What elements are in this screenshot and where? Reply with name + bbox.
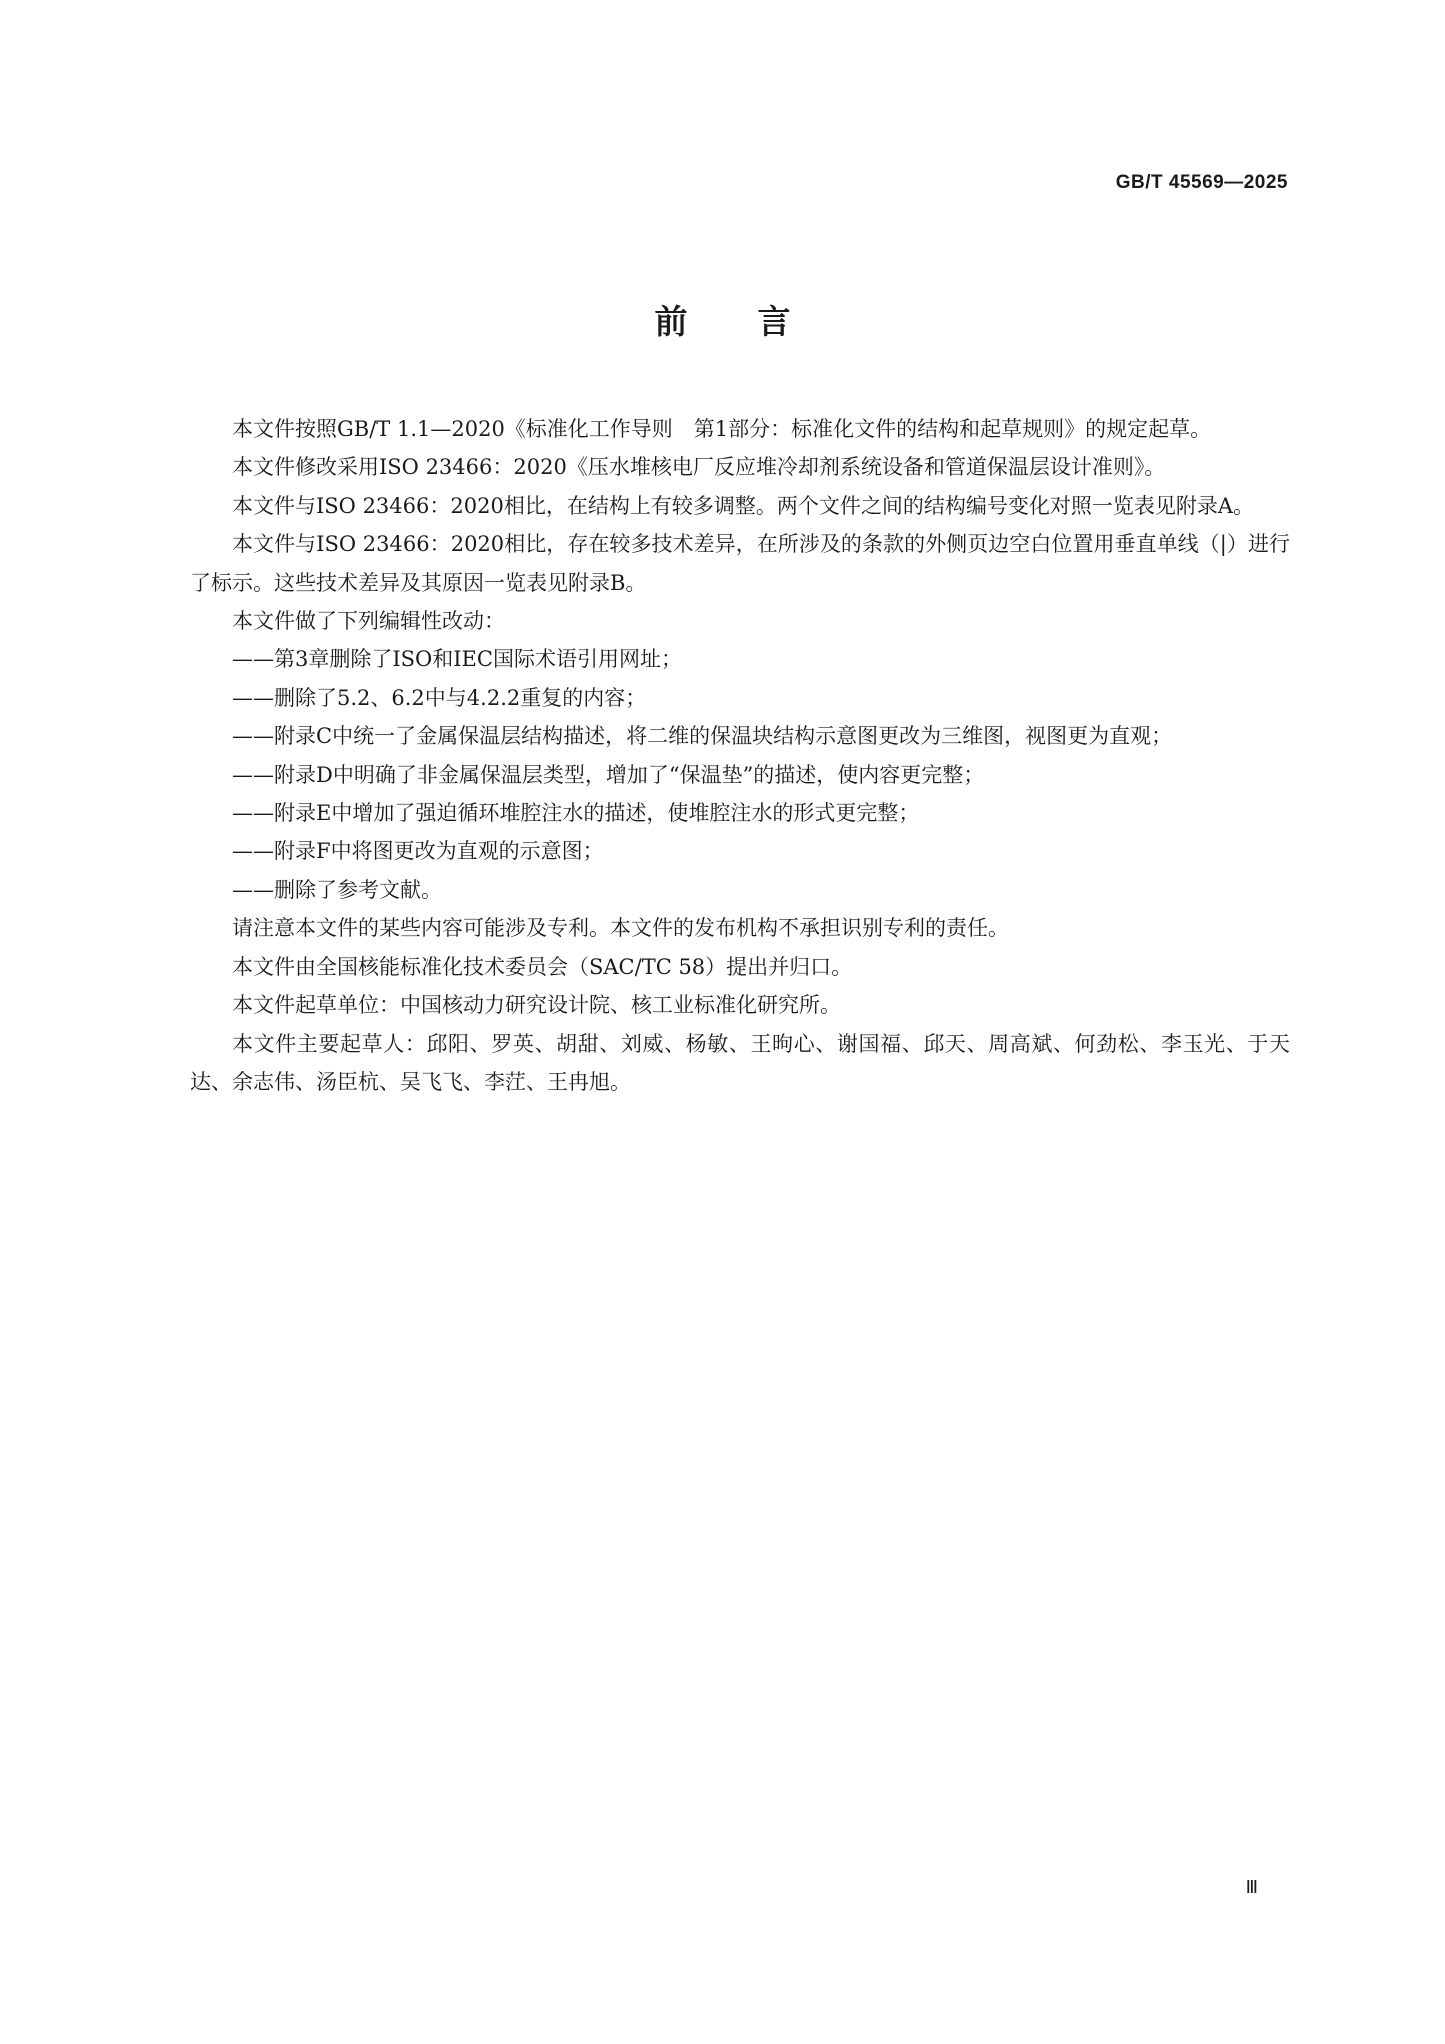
editorial-changes-list	[190, 640, 1290, 909]
paragraph-drafters: 本文件主要起草人：邱阳、罗英、胡甜、刘威、杨敏、王昫心、谢国福、邱天、周高斌、何劲松、李玉光、于天达、余志伟、汤臣杭、吴飞飞、李茳、王冉旭。	[190, 1031, 1290, 1094]
list-item: ——删除了5.2、6.2中与4.2.2重复的内容；	[232, 685, 647, 710]
paragraph-drafting-basis: 本文件按照GB/T 1.1—2020《标准化工作导则 第1部分：标准化文件的结构和起草规则》的规定起草。	[232, 417, 1212, 441]
list-item: ——第3章删除了ISO和IEC国际术语引用网址；	[232, 647, 682, 672]
list-item: ——附录E中增加了强迫循环堆腔注水的描述，使堆腔注水的形式更完整；	[232, 801, 920, 826]
paragraph-adoption: 本文件修改采用ISO 23466：2020《压水堆核电厂反应堆冷却剂系统设备和管道保温层设计准则》。	[232, 455, 1166, 480]
page-title: 前言	[654, 302, 861, 341]
foreword-body	[190, 410, 1290, 1101]
paragraph-technical-differences: 本文件与ISO 23466：2020相比，存在较多技术差异，在所涉及的条款的外侧页边空白位置用垂直单线（|）进行了标示。这些技术差异及其原因一览表见附录B。	[190, 532, 1290, 595]
page-number: Ⅲ	[1245, 1877, 1258, 1898]
paragraph-structure-changes: 本文件与ISO 23466：2020相比，在结构上有较多调整。两个文件之间的结构编号变化对照一览表见附录A。	[232, 493, 1254, 518]
list-item: ——附录F中将图更改为直观的示意图；	[232, 839, 604, 864]
paragraph-patent-notice: 请注意本文件的某些内容可能涉及专利。本文件的发布机构不承担识别专利的责任。	[232, 916, 1009, 941]
list-item: ——删除了参考文献。	[232, 877, 442, 902]
list-item: ——附录D中明确了非金属保温层类型，增加了“保温垫”的描述，使内容更完整；	[232, 762, 985, 787]
list-item: ——附录C中统一了金属保温层结构描述，将二维的保温块结构示意图更改为三维图，视图更为直观；	[232, 724, 1173, 749]
paragraph-drafting-organizations: 本文件起草单位：中国核动力研究设计院、核工业标准化研究所。	[232, 993, 841, 1018]
paragraph-editorial-intro: 本文件做了下列编辑性改动：	[232, 609, 505, 634]
document-code: GB/T 45569—2025	[1115, 172, 1288, 193]
paragraph-proposer: 本文件由全国核能标准化技术委员会（SAC/TC 58）提出并归口。	[232, 954, 853, 979]
